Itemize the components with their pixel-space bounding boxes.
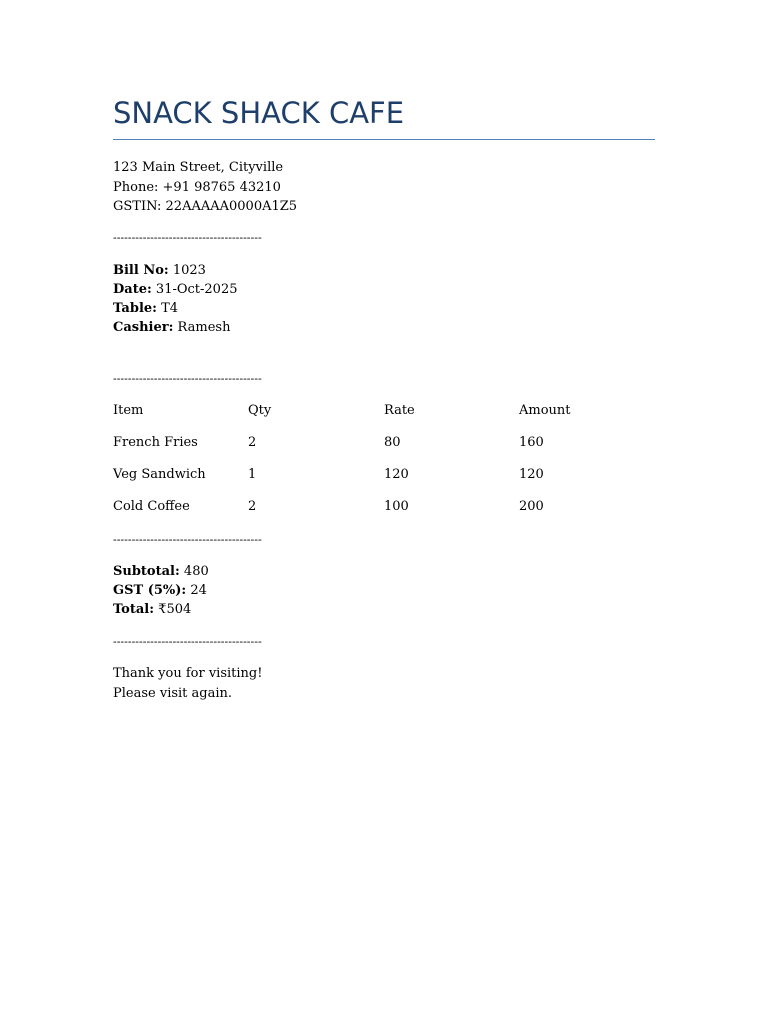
total-value: ₹504 xyxy=(158,602,192,617)
bill-cashier-value: Ramesh xyxy=(177,320,231,335)
header-qty: Qty xyxy=(248,403,272,418)
bill-number-value: 1023 xyxy=(172,263,206,278)
title-underline xyxy=(113,139,655,140)
cafe-gstin: GSTIN: 22AAAAA0000A1Z5 xyxy=(113,199,298,214)
row-rate: 80 xyxy=(384,435,401,450)
row-qty: 1 xyxy=(248,467,257,482)
row-item: French Fries xyxy=(113,435,198,450)
bill-number-label: Bill No: xyxy=(113,263,169,278)
total xyxy=(113,600,191,619)
bill-date-label: Date: xyxy=(113,282,152,297)
cafe-phone: Phone: +91 98765 43210 xyxy=(113,180,281,195)
bill-cashier xyxy=(113,318,230,337)
bill-table-label: Table: xyxy=(113,301,157,316)
header-item: Item xyxy=(113,403,144,418)
divider-3: ---------------------------------------- xyxy=(113,533,262,546)
visit-again-line: Please visit again. xyxy=(113,686,233,701)
row-amount: 200 xyxy=(519,499,544,514)
bill-date xyxy=(113,280,238,299)
gst xyxy=(113,581,207,600)
row-amount: 160 xyxy=(519,435,544,450)
row-item: Cold Coffee xyxy=(113,499,190,514)
gst-label: GST (5%): xyxy=(113,583,187,598)
divider-4: ---------------------------------------- xyxy=(113,635,262,648)
subtotal-value: 480 xyxy=(183,564,209,579)
subtotal xyxy=(113,562,209,581)
divider-2: ---------------------------------------- xyxy=(113,372,262,385)
cafe-address: 123 Main Street, Cityville xyxy=(113,160,284,175)
bill-table xyxy=(113,299,178,318)
gst-value: 24 xyxy=(190,583,207,598)
divider-1: ---------------------------------------- xyxy=(113,231,262,244)
row-rate: 100 xyxy=(384,499,409,514)
bill-number xyxy=(113,261,206,280)
bill-cashier-label: Cashier: xyxy=(113,320,174,335)
cafe-title: SNACK SHACK CAFE xyxy=(113,96,405,130)
header-rate: Rate xyxy=(384,403,415,418)
row-item: Veg Sandwich xyxy=(113,467,206,482)
row-qty: 2 xyxy=(248,499,257,514)
thank-you-line: Thank you for visiting! xyxy=(113,666,263,681)
total-label: Total: xyxy=(113,602,155,617)
row-rate: 120 xyxy=(384,467,409,482)
row-amount: 120 xyxy=(519,467,544,482)
bill-table-value: T4 xyxy=(161,301,179,316)
bill-date-value: 31-Oct-2025 xyxy=(155,282,238,297)
row-qty: 2 xyxy=(248,435,257,450)
subtotal-label: Subtotal: xyxy=(113,564,180,579)
header-amount: Amount xyxy=(519,403,571,418)
